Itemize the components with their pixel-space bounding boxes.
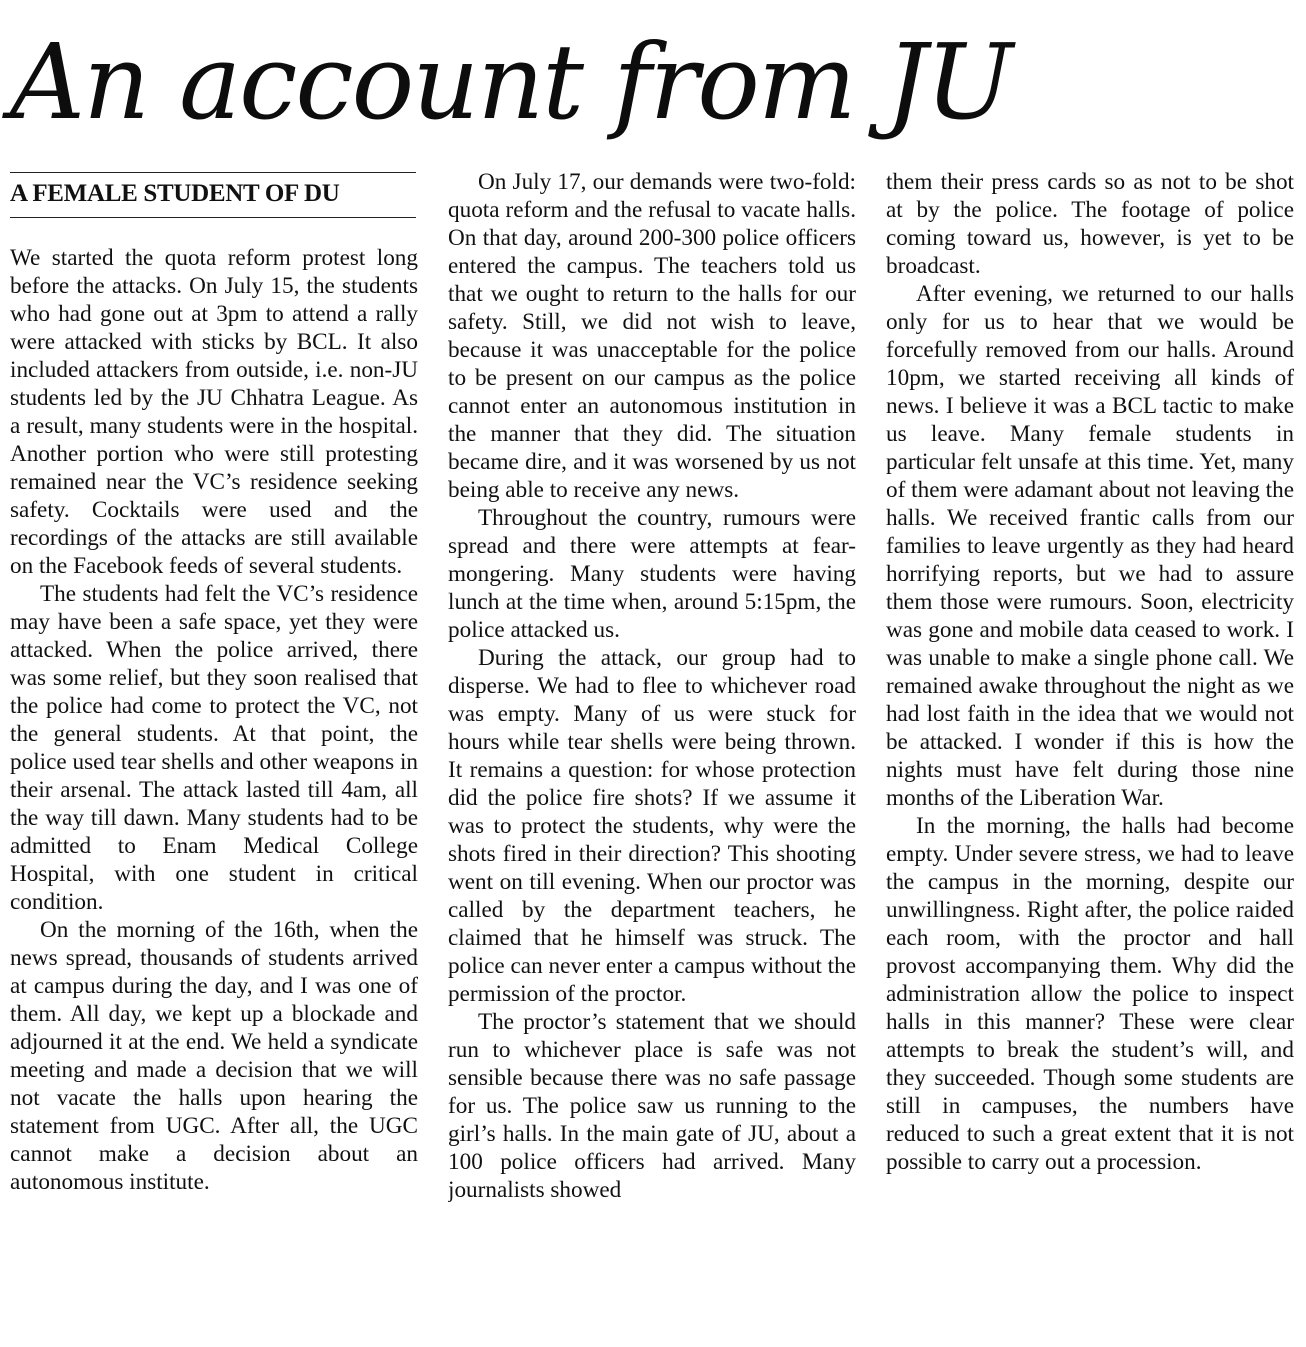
article-column-2 [448,168,856,1340]
byline: A FEMALE STUDENT OF DU [10,180,340,207]
paragraph: them their press cards so as not to be shot at by the police. The footage of police coming toward us, however, is yet to be broadcast. [886,169,1294,279]
paragraph: In the morning, the halls had become empty. Under severe stress, we had to leave the campus in the morning, despite our unwillingness. Right after, the police raided each room, with the proctor and hall provost accompanying them. Why did the administration allow the police to inspect halls in this manner? These were clear attempts to break the student’s will, and they succeeded. Though some students are still in campuses, the numbers have reduced to such a great extent that it is not possible to carry out a procession. [886,813,1294,1175]
paragraph: On July 17, our demands were two-fold: quota reform and the refusal to vacate halls. On that day, around 200-300 police officers entered the campus. The teachers told us that we ought to return to the halls for our safety. Still, we did not wish to leave, because it was unacceptable for the police to be present on our campus as the police cannot enter an autonomous institution in the manner that they did. The situation became dire, and it was worsened by us not being able to receive any news. [448,169,856,503]
headline: An account from JU [10,21,1011,143]
paragraph: The proctor’s statement that we should run to whichever place is safe was not sensible because there was no safe passage for us. The police saw us running to the girl’s halls. In the main gate of JU, about a 100 police officers had arrived. Many journalists showed [448,1009,856,1203]
article-column-3 [886,168,1294,1340]
paragraph: After evening, we returned to our halls only for us to hear that we would be forcefully removed from our halls. Around 10pm, we started receiving all kinds of news. I believe it was a BCL tactic to make us leave. Many female students in particular felt unsafe at this time. Yet, many of them were adamant about not leaving the halls. We received frantic calls from our families to leave urgently as they had heard horrifying reports, but we had to assure them those were rumours. Soon, electricity was gone and mobile data ceased to work. I was unable to make a single phone call. We remained awake throughout the night as we had lost faith in the idea that we would not be attacked. I wonder if this is how the nights must have felt during those nine months of the Liberation War. [886,281,1294,811]
paragraph: The students had felt the VC’s residence may have been a safe space, yet they were attacked. When the police arrived, there was some relief, but they soon realised that the police had come to protect the VC, not the general students. At that point, the police used tear shells and other weapons in their arsenal. The attack lasted till 4am, all the way till dawn. Many students had to be admitted to Enam Medical College Hospital, with one student in critical condition. [10,581,418,915]
paragraph: During the attack, our group had to disperse. We had to flee to whichever road was empty. Many of us were stuck for hours while tear shells were being thrown. It remains a question: for whose protection did the police fire shots? If we assume it was to protect the students, why were the shots fired in their direction? This shooting went on till evening. When our proctor was called by the department teachers, he claimed that he himself was struck. The police can never enter a campus without the permission of the proctor. [448,645,856,1007]
paragraph: Throughout the country, rumours were spread and there were attempts at fear-mongering. Many students were having lunch at the time when, around 5:15pm, the police attacked us. [448,505,856,643]
article-column-1 [10,244,418,1340]
paragraph: On the morning of the 16th, when the news spread, thousands of students arrived at campus during the day, and I was one of them. All day, we kept up a blockade and adjourned it at the end. We held a syndicate meeting and made a decision that we will not vacate the halls upon hearing the statement from UGC. After all, the UGC cannot make a decision about an autonomous institute. [10,917,418,1195]
byline-rule-box [10,172,416,218]
paragraph: We started the quota reform protest long before the attacks. On July 15, the students who had gone out at 3pm to attend a rally were attacked with sticks by BCL. It also included attackers from outside, i.e. non-JU students led by the JU Chhatra League. As a result, many students were in the hospital. Another portion who were still protesting remained near the VC’s residence seeking safety. Cocktails were used and the recordings of the attacks are still available on the Facebook feeds of several students. [10,245,418,579]
